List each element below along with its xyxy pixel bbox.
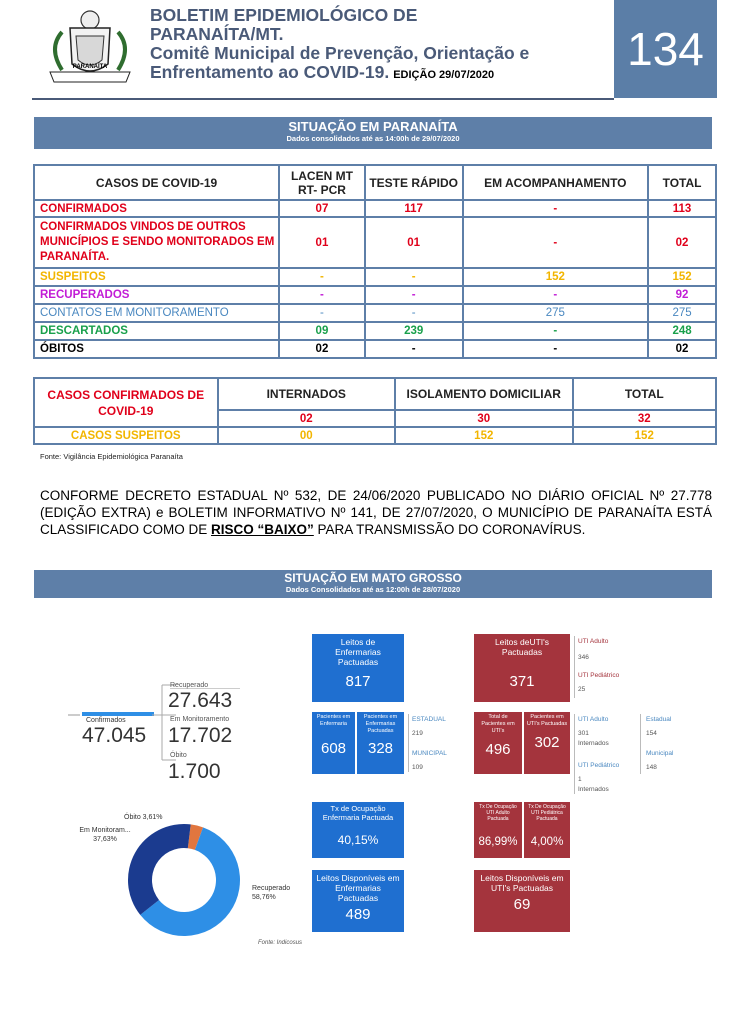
tile-value: 371: [509, 673, 535, 690]
divider: [640, 714, 641, 774]
tile-value: 496: [485, 741, 511, 758]
estadual-value: 219: [412, 730, 423, 737]
table-row: [34, 340, 716, 358]
municipal2-label: Municipal: [646, 750, 674, 757]
cell: -: [279, 304, 365, 322]
suspect-row-label: CASOS SUSPEITOS: [34, 427, 218, 444]
tile-value: 302: [534, 734, 560, 751]
uti-adulto2-value: 301: [578, 730, 589, 737]
col-header: CASOS DE COVID-19: [34, 165, 279, 200]
cell: 117: [365, 200, 463, 217]
col-header: TOTAL: [648, 165, 716, 200]
cell: -: [463, 340, 649, 358]
cell: 02: [279, 340, 365, 358]
title-line-2: PARANAÍTA/MT.: [150, 24, 284, 44]
table-header-row: [34, 378, 716, 410]
cell: 275: [648, 304, 716, 322]
cell: 239: [365, 322, 463, 340]
internados-label: Internados: [578, 740, 609, 747]
source-note: Fonte: Vigilância Epidemiológica Paranaíta: [40, 452, 183, 461]
divider: [574, 714, 575, 794]
municipal2-value: 148: [646, 764, 657, 771]
row-label: RECUPERADOS: [34, 286, 279, 304]
municipal-value: 109: [412, 764, 423, 771]
col-header: LACEN MT RT- PCR: [279, 165, 365, 200]
cell: 02: [648, 217, 716, 268]
title-line-4: Enfrentamento ao COVID-19.: [150, 62, 390, 82]
cell: 152: [463, 268, 649, 286]
cell: 02: [218, 410, 396, 427]
table-header-row: [34, 165, 716, 200]
outcome-donut-chart: [124, 820, 244, 940]
uti-ped-value: 25: [578, 686, 586, 693]
estadual-label: ESTADUAL: [412, 716, 446, 723]
cell: 113: [648, 200, 716, 217]
obito-label: Óbito: [170, 752, 187, 759]
cell: 07: [279, 200, 365, 217]
tile-value: 817: [345, 673, 371, 690]
table-row: [34, 322, 716, 340]
municipal-crest-logo: [40, 8, 140, 88]
confirmados-bar: [82, 712, 154, 716]
obito-value: 1.700: [168, 760, 221, 783]
decree-text: CONFORME DECRETO ESTADUAL Nº 532, DE 24/06/2020 PUBLICADO NO DIÁRIO OFICIAL Nº 27.778 (EDIÇÃO EXTRA) e BOLETIM INFORMATIVO Nº 141, DE 27/07/2020, O MUNICÍPIO DE PARANAÍTA ESTÁ CLASSIFICADO COMO DE: [40, 488, 712, 537]
table-row: [34, 200, 716, 217]
cell: -: [279, 286, 365, 304]
donut-label-recuperado: Recuperado 58,76%: [252, 885, 291, 901]
uti-ped-label: UTI Pediátrico: [578, 672, 620, 679]
municipal-label: MUNICIPAL: [412, 750, 447, 757]
section-subtitle: Dados Consolidados até as 12:00h de 28/07/2020: [285, 585, 461, 594]
donut-label-obito: Óbito 3,61%: [124, 814, 163, 821]
decree-text-end: PARA TRANSMISSÃO DO CORONAVÍRUS.: [313, 522, 586, 537]
tile-value: 40,15%: [337, 833, 379, 847]
tile-tx-uti-pediatrica: [524, 802, 570, 858]
recuperado-label: Recuperado: [170, 682, 209, 689]
fonte-indicosus: Fonte: Indicosus: [258, 940, 303, 946]
hospitalization-table: [33, 377, 717, 445]
tile-title: Pacientes em Enfermaria: [316, 714, 351, 727]
table-row: [34, 286, 716, 304]
col-header: INTERNADOS: [218, 378, 396, 410]
tile-title: Tx De Ocupação UTI Adulto Pactuada: [479, 804, 517, 822]
cell: -: [365, 340, 463, 358]
tile-pacientes-enf-pactuadas: [357, 712, 404, 774]
tile-title: Pacientes em UTI's Pactuadas: [526, 714, 568, 727]
tile-leitos-uti: [474, 634, 570, 702]
section-title: SITUAÇÃO EM PARANAÍTA: [288, 119, 458, 134]
section-mato-grosso-banner: [34, 570, 712, 598]
cell: 00: [218, 427, 396, 444]
internados2-label: Internados: [578, 786, 609, 793]
crest-text: PARANAÍTA: [72, 64, 108, 70]
tile-total-uti: [474, 712, 522, 774]
tile-leitos-disponiveis-uti: [474, 870, 570, 932]
cell: 248: [648, 322, 716, 340]
section-paranaita-banner: [34, 117, 712, 149]
cell: -: [463, 322, 649, 340]
cell: 09: [279, 322, 365, 340]
row-label: ÓBITOS: [34, 340, 279, 358]
title-line-1: BOLETIM EPIDEMIOLÓGICO DE: [150, 5, 418, 25]
row-label: SUSPEITOS: [34, 268, 279, 286]
confirmed-row-label: CASOS CONFIRMADOS DE COVID-19: [34, 378, 218, 427]
col-header: EM ACOMPANHAMENTO: [463, 165, 649, 200]
tile-pacientes-enfermaria: [312, 712, 355, 774]
row-label: CONTATOS EM MONITORAMENTO: [34, 304, 279, 322]
covid-cases-table: [33, 164, 717, 359]
tile-value: 489: [345, 906, 371, 923]
cell: 152: [395, 427, 573, 444]
confirmados-value: 47.045: [82, 724, 147, 747]
tile-title: Total de Pacientes em UTI's: [481, 714, 515, 734]
confirmados-bar-bg: [68, 714, 80, 716]
decree-paragraph: [40, 487, 712, 538]
bulletin-number: 134: [614, 0, 717, 98]
tile-title: Leitos deUTI's Pactuadas: [494, 637, 550, 657]
row-label: CONFIRMADOS VINDOS DE OUTROS MUNICÍPIOS E SENDO MONITORADOS EM PARANAÍTA.: [34, 217, 279, 268]
cell: -: [463, 200, 649, 217]
uti-adulto-value: 346: [578, 654, 589, 661]
cell: 02: [648, 340, 716, 358]
uti-ped2-label: UTI Pediátrico: [578, 762, 620, 769]
uti-adulto-label: UTI Adulto: [578, 638, 609, 645]
tile-title: Tx De Ocupação UTI Pediátrica Pactuada: [528, 804, 566, 822]
tile-value: 328: [367, 740, 394, 757]
edition-date: EDIÇÃO 29/07/2020: [393, 69, 495, 81]
tile-value: 608: [320, 740, 347, 757]
title-line-3: Comitê Municipal de Prevenção, Orientação e: [150, 43, 530, 63]
tile-value: 69: [513, 896, 531, 913]
cell: -: [365, 304, 463, 322]
risk-level: RISCO “BAIXO”: [211, 522, 314, 537]
tile-leitos-disponiveis-enfermaria: [312, 870, 404, 932]
cell: -: [365, 286, 463, 304]
cell: 01: [279, 217, 365, 268]
monitoramento-label: Em Monitoramento: [170, 716, 230, 723]
estadual2-value: 154: [646, 730, 657, 737]
tile-title: Leitos de Enfermarias Pactuadas: [335, 637, 381, 667]
table-row: [34, 217, 716, 268]
uti-ped2-value: 1: [578, 776, 582, 783]
tile-leitos-enfermaria: [312, 634, 404, 702]
tile-title: Leitos Disponíveis em UTI's Pactuadas: [480, 873, 564, 893]
divider: [408, 714, 409, 772]
bulletin-title: [150, 6, 600, 85]
tile-value: 4,00%: [530, 836, 564, 848]
cell: 275: [463, 304, 649, 322]
col-header: ISOLAMENTO DOMICILIAR: [395, 378, 573, 410]
donut-label-monitor: Em Monitoram... 37,63%: [79, 827, 131, 843]
divider: [574, 636, 575, 698]
table-row: [34, 304, 716, 322]
recuperado-value: 27.643: [168, 689, 233, 712]
tile-tx-uti-adulto: [474, 802, 522, 858]
table-row: [34, 427, 716, 444]
tile-tx-ocupacao-enfermaria: [312, 802, 404, 858]
row-label: CONFIRMADOS: [34, 200, 279, 217]
row-label: DESCARTADOS: [34, 322, 279, 340]
cell: 30: [395, 410, 573, 427]
cell: 01: [365, 217, 463, 268]
tile-title: Tx de Ocupação Enfermaria Pactuada: [322, 804, 394, 822]
table-row: [34, 268, 716, 286]
confirmados-label: Confirmados: [86, 717, 126, 724]
cell: 152: [573, 427, 716, 444]
tile-value: 86,99%: [478, 836, 518, 848]
tile-title: Leitos Disponíveis em Enfermarias Pactuadas: [316, 873, 400, 903]
cell: -: [365, 268, 463, 286]
section-subtitle: Dados consolidados até as 14:00h de 29/07/2020: [286, 134, 460, 143]
tile-pacientes-uti-pactuadas: [524, 712, 570, 774]
cell: -: [463, 217, 649, 268]
cell: 32: [573, 410, 716, 427]
uti-adulto2-label: UTI Adulto: [578, 716, 609, 723]
tile-title: Pacientes em Enfermarias Pactuadas: [363, 714, 398, 734]
estadual2-label: Estadual: [646, 716, 672, 723]
col-header: TESTE RÁPIDO: [365, 165, 463, 200]
header-rule: [32, 98, 614, 100]
cell: 92: [648, 286, 716, 304]
cell: 152: [648, 268, 716, 286]
cell: -: [279, 268, 365, 286]
cell: -: [463, 286, 649, 304]
col-header: TOTAL: [573, 378, 716, 410]
section-title: SITUAÇÃO EM MATO GROSSO: [284, 571, 462, 585]
monitoramento-value: 17.702: [168, 724, 233, 747]
